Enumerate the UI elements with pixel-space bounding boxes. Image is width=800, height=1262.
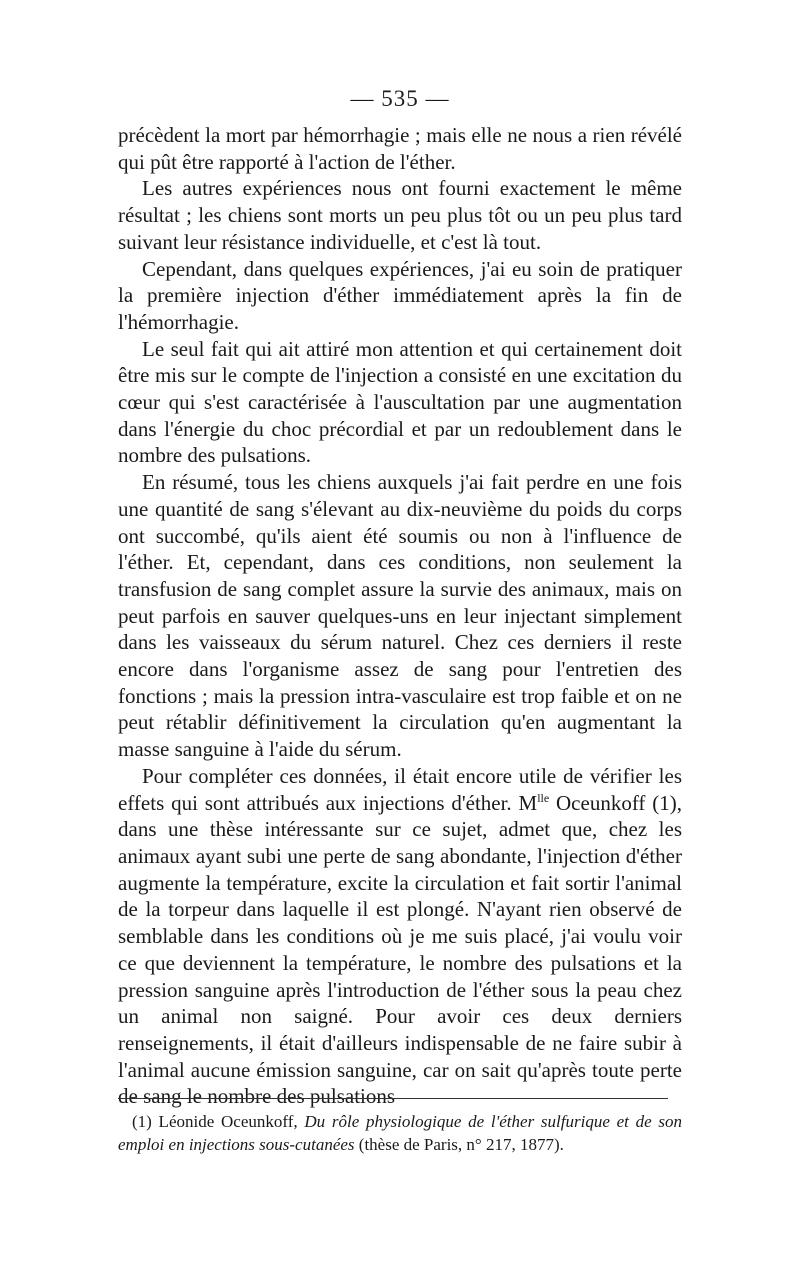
paragraph: Cependant, dans quelques expériences, j'ai eu soin de pratiquer la première injection d'éther immédiatement après la fin de l'hémorrhagie. — [118, 256, 682, 334]
body-text — [118, 122, 682, 1110]
page-number: — 535 — — [350, 86, 450, 111]
footnote-divider — [118, 1098, 668, 1099]
footnote-source: (thèse de Paris, n° 217, 1877). — [354, 1135, 564, 1154]
paragraph-last — [118, 763, 682, 1110]
text-span: Pour compléter ces données, il était encore utile de vérifier les effets qui sont attribués aux injections d'éther. M — [118, 763, 682, 815]
paragraph: En résumé, tous les chiens auxquels j'ai fait perdre en une fois une quantité de sang s'élevant au dix-neuvième du poids du corps ont succombé, qu'ils aient été soumis ou non à l'influence de l'éther. Et, cependant, dans ces conditions, non seulement la transfusion de sang complet assure la survie des animaux, mais on peut parfois en sauver quelques-uns en leur injectant simplement dans les vaisseaux du sérum naturel. Chez ces derniers il reste encore dans l'organisme assez de sang pour l'entretien des fonctions ; mais la pression intra-vasculaire est trop faible et on ne peut rétablir définitivement la circulation qu'en augmentant la masse sanguine à l'aide du sérum. — [118, 470, 682, 762]
paragraph: précèdent la mort par hémorrhagie ; mais elle ne nous a rien révélé qui pût être rapporté à l'action de l'éther. — [118, 123, 682, 174]
footnote — [118, 1110, 682, 1156]
superscript: lle — [537, 790, 550, 805]
footnote-author: (1) Léonide Oceunkoff, — [132, 1112, 305, 1131]
paragraph: Le seul fait qui ait attiré mon attention et qui certainement doit être mis sur le compte de l'injection a consisté en une excitation du cœur qui s'est caractérisée à l'auscultation par une augmentation dans l'énergie du choc précordial et par un redoublement dans le nombre des pulsations. — [118, 336, 682, 468]
paragraph: Les autres expériences nous ont fourni exactement le même résultat ; les chiens sont morts un peu plus tôt ou un peu plus tard suivant leur résistance individuelle, et c'est là tout. — [118, 176, 682, 254]
footnote-title: Du rôle physiologique de l'éther sulfurique et de son emploi en injections sous-cutanées — [118, 1112, 683, 1154]
text-span: Oceunkoff (1), dans une thèse intéressante sur ce sujet, admet que, chez les animaux ayant subi une perte de sang abondante, l'injection d'éther augmente la température, excite la circulation et fait sortir l'animal de la torpeur dans laquelle il est plongé. N'ayant rien observé de semblable dans les conditions où je me suis placé, j'ai voulu voir ce que deviennent la température, le nombre des pulsations et la pression sanguine après l'introduction de l'éther sous la peau chez un animal non saigné. Pour avoir ces deux derniers renseignements, il était d'ailleurs indispensable de ne faire subir à l'animal aucune émission sanguine, car on sait qu'après toute perte de sang le nombre des pulsations — [118, 790, 682, 1109]
